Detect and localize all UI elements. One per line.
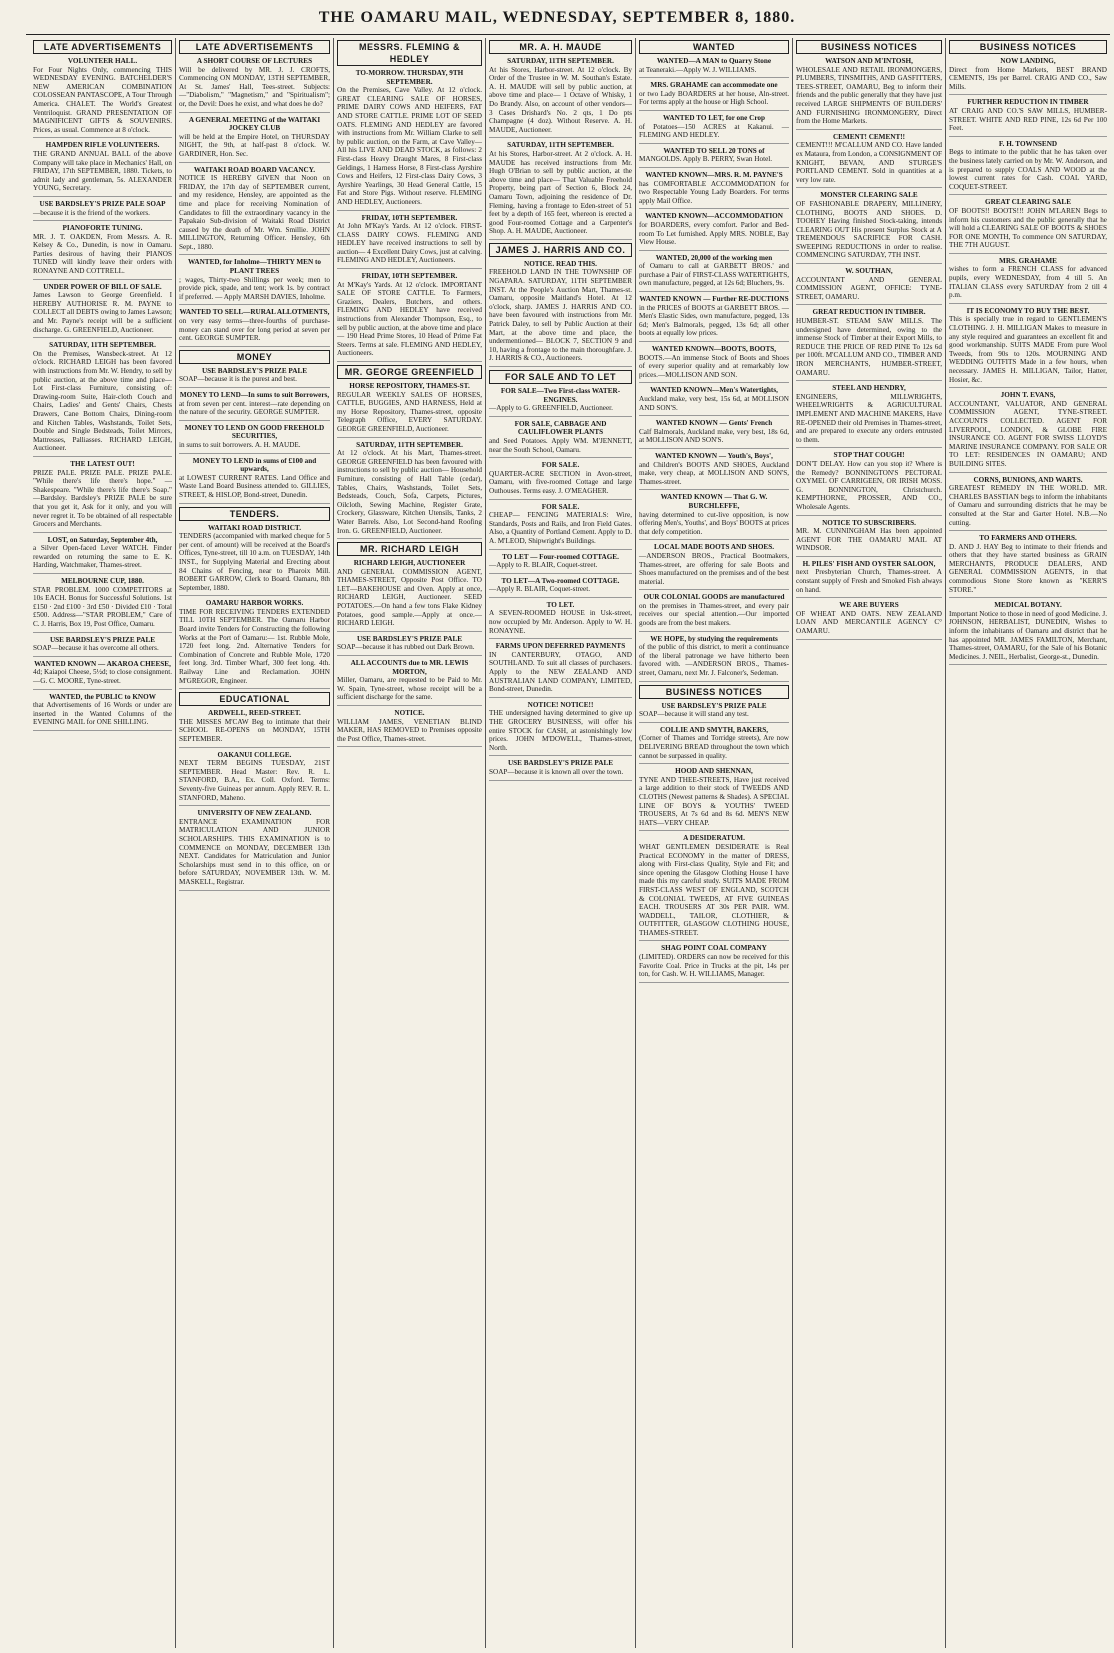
ad-title: FOR SALE. bbox=[541, 502, 580, 511]
ad-body: SOAP—because it has overcome all others. bbox=[33, 644, 159, 653]
ad-title: RICHARD LEIGH, AUCTIONEER bbox=[353, 559, 466, 568]
advertisement bbox=[489, 461, 632, 499]
advertisement bbox=[796, 519, 942, 557]
advertisement bbox=[337, 69, 482, 211]
advertisement bbox=[337, 214, 482, 270]
ad-body: For Four Nights Only, commencing THIS WEDNESDAY EVENING. BATCHELDER'S NEW AMERICAN COMBINATION COLOSSEAN PANTASCOPE, A Tour Through America. CHALET. The World's Greatest Ventriloquist. GRAND PRESENTATION OF MAGNIFICENT GIFTS & SOUVENIRS. Prices, as usual. Commence at 8 o'clock. bbox=[33, 65, 172, 134]
ad-title: VOLUNTEER HALL. bbox=[67, 57, 138, 65]
advertisement bbox=[949, 391, 1107, 472]
ad-title: WANTED KNOWN — That G. W. BURCHLEFFE, bbox=[660, 493, 768, 510]
column-7 bbox=[945, 38, 1110, 1648]
advertisement bbox=[796, 560, 942, 598]
ad-body: QUARTER-ACRE SECTION in Avon-street, Oamaru, with five-roomed Cottage and large Outhouses. Terms easy. J. O'MEAGHER. bbox=[489, 469, 632, 495]
ad-body: On the Premises, Wansbeck-street. At 12 o'clock. RICHARD LEIGH has been favored with instructions from Mr. W. Hendry, to sell by public auction, at the above time and place— Lot First-class Furniture, consisting of: Drawing-room Suite, Hair-cloth Couch and Chairs, Ladies' and Gents' Chairs, Chests Drawers, Cane Bottom Chairs, Dining-room and Kitchen Tables, Washstands, Toilet Sets, Double and Single Bedsteads, Toilet Mirrors, Mattresses, Palliasses. RICHARD LEIGH, Auctioneer. bbox=[33, 349, 172, 453]
ad-title: WANTED KNOWN—Men's Watertights, bbox=[650, 386, 778, 395]
ad-title: WANTED TO SELL—RURAL ALLOTMENTS, bbox=[179, 308, 330, 317]
ad-body: in sums to suit borrowers. A. H. MAUDE. bbox=[179, 440, 301, 449]
ad-title: OUR COLONIAL GOODS are manufactured bbox=[643, 593, 785, 602]
advertisement bbox=[489, 141, 632, 240]
ad-body: THE undersigned having determined to give up THE GROCERY BUSINESS, will offer his entire STOCK for CASH, at astonishingly low prices. JOHN M'DOWELL, Thames-street, North. bbox=[489, 709, 632, 752]
advertisement bbox=[639, 493, 789, 540]
advertisement bbox=[796, 308, 942, 381]
ad-body: HUMBER-ST. STEAM SAW MILLS. The undersigned have determined, owing to the immense Stock of Timber at their Export Mills, to REDUCE THE PRICE OF RED PINE To 12s 6d per 100ft. M'CALLUM AND CO., TIMBER AND IRON MERCHANTS, HUMBER-STREET, OAMARU. bbox=[796, 317, 942, 377]
ad-body: At M'Kay's Yards. At 12 o'clock. IMPORTANT SALE OF STORE CATTLE. To Farmers, Graziers, Dealers, Butchers, and others. FLEMING AND HEDLEY have received instructions from Alexander Thompson, Esq., to sell by public auction, at the above time and place— 190 Head Prime Stores, 10 Head of Prime Fat Steers. Terms at sale. FLEMING AND HEDLEY, Auctioneers. bbox=[337, 280, 482, 358]
ad-title: ALL ACCOUNTS due to MR. LEWIS MORTON, bbox=[350, 659, 469, 676]
ad-title: WE HOPE, by studying the requirements bbox=[650, 634, 778, 643]
ad-body: —Apply R. BLAIR, Coquet-street. bbox=[489, 585, 591, 594]
column-2 bbox=[175, 38, 333, 1648]
advertisement bbox=[639, 726, 789, 764]
ad-title: ARDWELL, REED-STREET. bbox=[208, 709, 301, 718]
column-header: MESSRS. FLEMING & HEDLEY bbox=[337, 40, 482, 66]
ad-body: TENDERS (accompanied with marked cheque for 5 per cent. of amount) will be received at the Board's Offices, Tyne-street, till 10 a.m. on TUESDAY, 14th INST., for Supplying Material and Erecting about 84 Chains of Fencing, near to Pharoix Mill. ROBERT GARROW, Clerk to Board. Oamaru, 8th September, 1880. bbox=[179, 532, 330, 592]
ad-title: HOOD AND SHENNAN, bbox=[675, 767, 753, 776]
advertisement bbox=[639, 767, 789, 831]
advertisement bbox=[639, 419, 789, 449]
newspaper-page bbox=[30, 38, 1110, 1648]
ad-title: PIANOFORTE TUNING. bbox=[62, 224, 143, 233]
advertisement bbox=[949, 534, 1107, 598]
advertisement bbox=[796, 267, 942, 305]
ad-body: at LOWEST CURRENT RATES. Land Office and Waste Land Board Business attended to. GILLIES, STREET, & HISLOP, Bond-street, Dunedin. bbox=[179, 473, 330, 499]
advertisement bbox=[179, 367, 330, 388]
ad-title: LOST, on Saturday, September 4th, bbox=[47, 535, 158, 544]
ad-title: WANTED, the PUBLIC to KNOW bbox=[49, 692, 156, 701]
ad-title: COLLIE AND SMYTH, BAKERS, bbox=[659, 725, 769, 734]
ad-body: —Apply to G. GREENFIELD, Auctioneer. bbox=[489, 404, 613, 413]
ad-title: GREAT REDUCTION IN TIMBER. bbox=[812, 308, 926, 317]
ad-title: USE BARDSLEY'S PRIZE PALE SOAP bbox=[39, 199, 166, 208]
ad-body: or two Lady BOARDERS at her house, Aln-street. For terms apply at the house or High School. bbox=[639, 89, 789, 107]
advertisement bbox=[796, 601, 942, 639]
advertisement bbox=[33, 141, 172, 197]
advertisement bbox=[639, 81, 789, 111]
section-header: EDUCATIONAL bbox=[179, 692, 330, 706]
advertisement bbox=[179, 57, 330, 113]
ad-title: NOTICE! NOTICE!! bbox=[527, 700, 594, 709]
advertisement bbox=[33, 693, 172, 731]
advertisement bbox=[949, 476, 1107, 532]
section-header: MONEY bbox=[179, 350, 330, 364]
ad-title: WE ARE BUYERS bbox=[839, 601, 899, 610]
ad-body: Important Notice to those in need of good Medicine. J. JOHNSON, HERBALIST, DUNEDIN, Wishes to inform the inhabitants of Oamaru and district that he has appointed MR. JAMES FAMILTON, Merchant, Thames-street, OAMARU, for the Sale of his Botanic Medicines. J. NEIL, Herbalist, George-st., Dunedin. bbox=[949, 609, 1107, 661]
ad-body: At 12 o'clock. At his Mart, Thames-street. GEORGE GREENFIELD has been favoured with instructions to sell by public auction— Household Furniture, consisting of Hall Table (cedar), Tables, Chairs, Washstands, Toilet Sets, Bedsteads, Couch, Sofa, Carpets, Pictures, Oilcloth, Sewing Machine, Register Grate, Crockery, Glassware, Kitchen Utensils, Tanks, 2 Water Barrels. Also, Lot Second-hand Roofing Iron. G. GREENFIELD, Auctioneer. bbox=[337, 449, 482, 535]
column-header: WANTED bbox=[639, 40, 789, 54]
ad-title: STEEL AND HENDRY, bbox=[832, 384, 906, 393]
advertisement bbox=[639, 702, 789, 723]
masthead: THE OAMARU MAIL, WEDNESDAY, SEPTEMBER 8, 1880. bbox=[318, 9, 796, 26]
ad-title: WANTED KNOWN—BOOTS, BOOTS, bbox=[651, 345, 777, 354]
advertisement bbox=[33, 460, 172, 533]
ad-title: FOR SALE—Two First-class WATER-ENGINES. bbox=[500, 387, 621, 404]
ad-title: USE BARDSLEY'S PRIZE PALE bbox=[356, 634, 463, 643]
ad-body: SOAP—because it will stand any test. bbox=[639, 710, 749, 719]
advertisement bbox=[796, 191, 942, 264]
ad-body: OF FASHIONABLE DRAPERY, MILLINERY, CLOTHING, BOOTS AND SHOES. D. TOOHEY Having finished Stock-taking, intends CLEARING OUT His present Surplus Stock at A TREMENDOUS SACRIFICE FOR CASH. SWEEPING REDUCTIONS in order to realise. COMMENCING SATURDAY, 7TH INST. bbox=[796, 199, 942, 260]
advertisement bbox=[949, 307, 1107, 388]
advertisement bbox=[33, 636, 172, 657]
ad-body: and Children's BOOTS AND SHOES, Auckland make, very cheap, at MOLLISON AND SON'S, Thames-street. bbox=[639, 460, 789, 486]
ad-body: This is specially true in regard to GENTLEMEN'S CLOTHING. J. H. MILLIGAN Makes to measure in any style required and guarantees an excellent fit and good workmanship. SUITS MADE From pure Wool Tweeds, from 90s to 120s. MOURNING AND WEDDING OUTFITS Made in a few hours, when necessary. JAMES H. MILLIGAN, Tailor, Hatter, Hosier, &c. bbox=[949, 315, 1107, 384]
ad-title: CEMENT! CEMENT!! bbox=[832, 132, 906, 141]
advertisement bbox=[949, 98, 1107, 136]
ad-title: FARMS UPON DEFERRED PAYMENTS bbox=[495, 642, 626, 651]
ad-body: CEMENT!!! M'CALLUM AND CO. Have landed ex Mataura, from London, a CONSIGNMENT OF KNIGHT, BEVAN, AND STURGE'S PORTLAND CEMENT. Sold in quantities at a very low rate. bbox=[796, 141, 942, 184]
ad-title: UNDER POWER OF BILL OF SALE. bbox=[43, 282, 162, 291]
advertisement bbox=[639, 944, 789, 982]
ad-body: ACCOUNTANT, VALUATOR, AND GENERAL COMMISSION AGENT, TYNE-STREET. ACCOUNTS COLLECTED. AGENT FOR LIVERPOOL, LONDON, & GLOBE FIRE INSURANCE CO. AGENT FOR SWISS LLOYD'S MARINE INSURANCE COMPANY. FOR SALE OR TO LET: RESIDENCES IN OAMARU; AND BUILDING SITES. bbox=[949, 399, 1107, 468]
ad-body: WILLIAM JAMES, VENETIAN BLIND MAKER, HAS REMOVED to Premises opposite the Post Office, Thames-street. bbox=[337, 717, 482, 743]
ad-body: AND GENERAL COMMISSION AGENT, THAMES-STREET, Opposite Post Office. TO LET—BAKEHOUSE and Oven. Apply at once, RICHARD LEIGH, Auctioneer. SEED POTATOES.—On hand a few tons Flake Kidney Potatoes, good sample.—Apply at once.—RICHARD LEIGH. bbox=[337, 567, 482, 628]
ad-title: IT IS ECONOMY TO BUY THE BEST. bbox=[966, 306, 1090, 315]
ad-body: for BOARDERS, every comfort. Parlor and Bed-room To Let furnished. Apply MRS. NOBLE, Bay View House. bbox=[639, 220, 789, 247]
advertisement bbox=[33, 200, 172, 221]
advertisement bbox=[337, 635, 482, 656]
advertisement bbox=[949, 601, 1107, 665]
advertisement bbox=[489, 503, 632, 550]
ad-title: OAKANUI COLLEGE. bbox=[217, 750, 292, 759]
ad-body: Auckland make, very best, 15s 6d, at MOLLISON AND SON'S. bbox=[639, 395, 789, 412]
advertisement bbox=[639, 386, 789, 416]
advertisement bbox=[33, 536, 172, 574]
ad-title: WAITAKI ROAD DISTRICT. bbox=[208, 523, 301, 532]
ad-body: MR. M. CUNNINGHAM Has been appointed AGENT FOR THE OAMARU MAIL AT WINDSOR. bbox=[796, 527, 942, 553]
ad-title: WANTED KNOWN — Gents' French bbox=[655, 419, 773, 428]
ad-title: USE BARDSLEY'S PRIZE PALE bbox=[507, 759, 614, 768]
ad-body: Begs to intimate to the public that he has taken over the business lately carried on by Mr. W. Anderson, and is prepared to supply COALS AND WOOD at the lowest current rates for Cash. COAL YARD, COQUET-STREET. bbox=[949, 148, 1107, 191]
ad-body: James Lawson to George Greenfield. I HEREBY AUTHORISE R. M. PAYNE to COLLECT all DEBTS owing to James Lawson; and Mr. Payne's receipt will be a sufficient discharge. G. GREENFIELD, Auctioneer. bbox=[33, 291, 172, 334]
ad-body: next Presbyterian Church, Thames-street. A constant supply of Fresh and Smoked Fish always on hand. bbox=[796, 568, 942, 594]
section-header: MR. RICHARD LEIGH bbox=[337, 542, 482, 556]
ad-title: WANTED KNOWN — Further RE-DUCTIONS bbox=[639, 295, 789, 304]
ad-title: WANTED TO LET, for one Crop bbox=[663, 113, 765, 122]
ad-body: A SEVEN-ROOMED HOUSE in Usk-street, now occupied by Mr. Anderson. Apply to W. H. RONAYNE. bbox=[489, 609, 632, 635]
advertisement bbox=[639, 834, 789, 941]
ad-title: TO-MORROW. THURSDAY, 9TH SEPTEMBER. bbox=[355, 69, 464, 86]
advertisement bbox=[489, 420, 632, 458]
ad-title: NOTICE. READ THIS. bbox=[524, 259, 597, 268]
ad-body: MANGOLDS. Apply B. PERRY, Swan Hotel. bbox=[639, 155, 773, 164]
ad-title: UNIVERSITY OF NEW ZEALAND. bbox=[197, 809, 312, 818]
ad-body: DON'T DELAY. How can you stop it? Where is the Remedy? BONNINGTON'S PECTORAL OXYMEL OF CARRIGEEN, OR IRISH MOSS. G. BONNINGTON, Christchurch. KEMPTHORNE, PROSSER, AND CO., Wholesale Agents. bbox=[796, 459, 942, 511]
section-header: BUSINESS NOTICES bbox=[639, 685, 789, 699]
advertisement bbox=[179, 391, 330, 421]
ad-body: has COMFORTABLE ACCOMMODATION for two Respectable Young Lady Boarders. For terms apply Mail Office. bbox=[639, 179, 789, 205]
ad-body: TIME FOR RECEIVING TENDERS EXTENDED TILL 10TH SEPTEMBER. The Oamaru Harbor Board invite Tenders for Constructing the following Works at the Port of Oamaru:— 1st. Rubble Mole, 1720 feet long. 2nd. Alternative Tenders for Combination of Concrete and Rubble Mole, 1720 feet long. 3rd. Timber Wharf, 300 feet long. 4th. Railway Line and Reclamation. JOHN M'GREGOR, Engineer. bbox=[179, 607, 330, 685]
advertisement bbox=[179, 258, 330, 305]
advertisement bbox=[179, 166, 330, 256]
advertisement bbox=[179, 308, 330, 346]
advertisement bbox=[179, 751, 330, 807]
ad-body: At John M'Kay's Yards. At 12 o'clock. FIRST-CLASS DAIRY COWS. FLEMING AND HEDLEY have received instructions to sell by auction— 4 Excellent Dairy Cows, just at calving. FLEMING AND HEDLEY, Auctioneers. bbox=[337, 222, 482, 265]
ad-body: MR. J. T. OAKDEN, From Messrs. A. R. Kelsey & Co., Dunedin, is now in Oamaru. Parties desirous of having their PIANOS TUNED will kindly leave their orders with RONAYNE AND COTTRELL. bbox=[33, 232, 172, 276]
advertisement bbox=[33, 224, 172, 280]
ad-body: AT CRAIG AND CO.'S SAW MILLS, HUMBER-STREET. WHITE AND RED PINE, 12s 6d Per 100 Feet. bbox=[949, 106, 1107, 133]
ad-title: SATURDAY, 11TH SEPTEMBER. bbox=[356, 440, 463, 449]
ad-body: of Oamaru to call at GARBETT BROS.' and purchase a Pair of FIRST-CLASS WATERTIGHTS, own manufacture, pegged, at 12s 6d; Bluchers, 9s. bbox=[639, 262, 789, 288]
ad-title: MEDICAL BOTANY. bbox=[994, 601, 1062, 610]
ad-body: having determined to cut-live opposition, is now offering Men's, Youths', and Boys' BOOTS at prices that defy competition. bbox=[639, 510, 789, 536]
advertisement bbox=[33, 283, 172, 339]
section-header: FOR SALE AND TO LET bbox=[489, 370, 632, 384]
ad-title: MRS. GRAHAME can accommodate one bbox=[650, 81, 778, 90]
ad-title: FURTHER REDUCTION IN TIMBER bbox=[967, 98, 1089, 107]
ad-body: STAR PROBLEM. 1000 COMPETITORS at 10s EACH. Bonus for Successful Solutions. 1st £150 · 2nd £100 · 3rd £50 · Divided £10 · Total £500. Address—"STAR PROBLEM," Care of C. J. Harris, Box 19, Post Office, Oamaru. bbox=[33, 585, 172, 629]
ad-body: IN CANTERBURY, OTAGO, AND SOUTHLAND. To suit all classes of purchasers. Apply to the NEW ZEALAND AND AUSTRALIAN LAND COMPANY, LIMITED, Bond-street, Dunedin. bbox=[489, 650, 632, 694]
ad-title: TO LET — Four-roomed COTTAGE. bbox=[502, 552, 619, 561]
advertisement bbox=[639, 635, 789, 682]
ad-title: MONEY TO LEND in sums of £100 and upwards, bbox=[192, 456, 317, 474]
advertisement bbox=[179, 599, 330, 689]
advertisement bbox=[337, 709, 482, 747]
advertisement bbox=[639, 171, 789, 209]
ad-body: (Corner of Thames and Torridge streets), Are now DELIVERING BREAD throughout the town which cannot be surpassed in quality. bbox=[639, 734, 789, 760]
advertisement bbox=[33, 577, 172, 633]
advertisement bbox=[796, 57, 942, 130]
ad-title: SATURDAY, 11TH SEPTEMBER. bbox=[49, 341, 156, 350]
ad-body: OF BOOTS!! BOOTS!!! JOHN M'LAREN Begs to inform his customers and the public generally that he will hold a CLEARING SALE OF BOOTS & SHOES FOR ONE MONTH, To commence ON SATURDAY, THE 7TH AUGUST. bbox=[949, 206, 1107, 250]
advertisement bbox=[489, 701, 632, 757]
advertisement bbox=[489, 57, 632, 138]
ad-title: SATURDAY, 11TH SEPTEMBER. bbox=[507, 57, 614, 65]
ad-title: W. SOUTHAN, bbox=[845, 267, 893, 276]
ad-body: TYNE AND THEE-STREETS, Have just received a large addition to their stock of TWEEDS AND CLOTHS (Newest patterns & Shades). A SPECIAL LINE OF BOYS & YOUTHS' TWEED TROUSERS, At 7s 6d and 8s 6d. MEN'S NEW HATS—VERY CHEAP. bbox=[639, 775, 789, 827]
column-1 bbox=[30, 38, 175, 1648]
ad-body: of the public of this district, to merit a continuance of the liberal patronage we have hitherto been favored with. —ANDERSON BROS., Thames-street, Oamaru, next Mr. J. Falconer's, Sedeman. bbox=[639, 643, 789, 678]
column-6 bbox=[792, 38, 945, 1648]
advertisement bbox=[639, 147, 789, 168]
column-header: BUSINESS NOTICES bbox=[949, 40, 1107, 54]
ad-body: Calf Balmorals, Auckland make, very best, 18s 6d, at MOLLISON AND SON'S. bbox=[639, 427, 789, 445]
ad-title: TO LET. bbox=[546, 600, 575, 609]
advertisement bbox=[337, 441, 482, 540]
advertisement bbox=[639, 57, 789, 78]
advertisement bbox=[337, 382, 482, 438]
ad-body: THE GRAND ANNUAL BALL of the above Company will take place in Mechanics' Hall, on FRIDAY, 17th SEPTEMBER, 1880. Tickets, to admit lady and gentleman, 5s. ALEXANDER YOUNG, Secretary. bbox=[33, 149, 172, 193]
ad-body: wishes to form a FRENCH CLASS for advanced pupils, every WEDNESDAY, from 4 till 5. An ITALIAN CLASS every SATURDAY from 2 till 4 p.m. bbox=[949, 265, 1107, 300]
ad-title: SHAG POINT COAL COMPANY bbox=[661, 944, 767, 953]
ad-body: 4d; Kaiapoi Cheese, 5½d; to close consignment.—G. C. MOORE, Tyne-street. bbox=[33, 668, 172, 685]
ad-title: USE BARDSLEY'S PRIZE PALE bbox=[661, 701, 767, 710]
ad-body: GREATEST REMEDY IN THE WORLD. MR. CHARLES BASSTIAN begs to inform the inhabitants of Oamaru and surrounding districts that he may be consulted at the Star and Garter Hotel. N.B.—No cutting. bbox=[949, 484, 1107, 527]
ad-title: WANTED KNOWN — Youth's, Boys', bbox=[655, 451, 773, 460]
ad-body: of Potatoes—150 ACRES at Kakanui. —FLEMING AND HEDLEY. bbox=[639, 122, 789, 140]
ad-title: THE LATEST OUT! bbox=[70, 459, 135, 468]
ad-body: WHOLESALE AND RETAIL IRONMONGERS, PLUMBERS, TINSMITHS, AND GASFITTERS, TEES-STREET, OAMARU, Beg to inform their friends and the public generally that they have just received LARGE SHIPMENTS OF BUILDERS' AND FURNISHING IRONMONGERY, Direct from the Home Markets. bbox=[796, 65, 942, 126]
ad-body: SOAP—because it is the purest and best. bbox=[179, 375, 297, 384]
advertisement bbox=[337, 659, 482, 706]
ad-title: WANTED, for Inholme—THIRTY MEN to PLANT TREES bbox=[188, 258, 321, 276]
column-5 bbox=[635, 38, 792, 1648]
ad-body: (LIMITED). ORDERS can now be received for this Favorite Coal. Price in Trucks at the pit, 14s per ton, for Cash. W. H. WILLIAMS, Manager. bbox=[639, 953, 789, 979]
column-header: LATE ADVERTISEMENTS bbox=[179, 40, 330, 54]
ad-body: at from seven per cent. interest—rate depending on the nature of the security. GEORGE SUMPTER. bbox=[179, 399, 330, 417]
advertisement bbox=[796, 451, 942, 515]
ad-title: A DESIDERATUM. bbox=[683, 834, 745, 843]
ad-body: —Apply to R. BLAIR, Coquet-street. bbox=[489, 561, 598, 570]
advertisement bbox=[179, 457, 330, 504]
ad-title: WATSON AND M'INTOSH, bbox=[825, 57, 913, 65]
advertisement bbox=[639, 254, 789, 292]
ad-title: A SHORT COURSE OF LECTURES bbox=[196, 57, 313, 65]
ad-body: SOAP—because it has rubbed out Dark Brown. bbox=[337, 643, 475, 652]
ad-title: WANTED KNOWN—ACCOMMODATION bbox=[645, 212, 783, 221]
advertisement bbox=[33, 57, 172, 138]
ad-body: WHAT GENTLEMEN DESIDERATE is Real Practical ECONOMY in the matter of DRESS, along with First-class Quality, Style and Fit; and since opening the Glasgow Clothing House I have made this my careful study. SUITS MADE FROM FIRST-CLASS WEST OF ENGLAND, SCOTCH & COLONIAL TWEEDS, AT FIVE GUINEAS EACH. TROUSERS AT 30s PER PAIR. WM. WADDELL, TAILOR, CLOTHIER, & OUTFITTER, GLASGOW CLOTHING HOUSE, THAMES-STREET. bbox=[639, 842, 789, 937]
advertisement bbox=[949, 140, 1107, 196]
ad-body: will be held at the Empire Hotel, on THURSDAY NIGHT, the 9th, at half-past 8 o'clock. W. GARDINER, Hon. Sec. bbox=[179, 132, 330, 158]
advertisement bbox=[489, 577, 632, 598]
ad-body: ENTRANCE EXAMINATION FOR MATRICULATION AND JUNIOR SCHOLARSHIPS. THIS EXAMINATION is to COMMENCE on MONDAY, DECEMBER 13th NEXT. Candidates for Matriculation and Junior Scholarships must send in to this office, on or before SATURDAY, NOVEMBER 13th. W. M. MASKELL, Registrar. bbox=[179, 817, 330, 886]
ad-title: FOR SALE, CABBAGE AND CAULIFLOWER PLANTS bbox=[514, 419, 607, 437]
advertisement bbox=[33, 341, 172, 457]
advertisement bbox=[179, 524, 330, 597]
advertisement bbox=[179, 116, 330, 163]
ad-body: NEXT TERM BEGINS TUESDAY, 21ST SEPTEMBER. Head Master: Rev. R. L. STANFORD, B.A., Ex. Coll. Oxford. Terms: Seventy-five Guineas per annum. Apply REV. R. L. STANFORD, Maheno. bbox=[179, 759, 330, 802]
advertisement bbox=[179, 809, 330, 890]
ad-title: HAMPDEN RIFLE VOLUNTEERS. bbox=[45, 141, 160, 150]
ad-title: WANTED KNOWN—MRS. R. M. PAYNE'S bbox=[645, 170, 783, 179]
ad-body: that Advertisements of 16 Words or under are inserted in the Wanted Columns of the EVENING MAIL for ONE SHILLING. bbox=[33, 701, 172, 727]
ad-title: MELBOURNE CUP, 1880. bbox=[61, 577, 144, 586]
advertisement bbox=[489, 387, 632, 417]
column-header: BUSINESS NOTICES bbox=[796, 40, 942, 54]
ad-title: GREAT CLEARING SALE bbox=[984, 198, 1071, 207]
ad-title: WANTED—A MAN to Quarry Stone bbox=[656, 57, 772, 65]
ad-title: WANTED KNOWN — AKAROA CHEESE, bbox=[34, 659, 171, 668]
ad-body: ACCOUNTANT AND GENERAL COMMISSION AGENT, OFFICE: TYNE-STREET, OAMARU. bbox=[796, 275, 942, 301]
masthead-rule bbox=[26, 34, 1110, 35]
column-header: MR. A. H. MAUDE bbox=[489, 40, 632, 54]
ad-body: on the premises in Thames-street, and every pair receives our special attention.—Our imported goods are from the best makers. bbox=[639, 601, 789, 628]
column-3 bbox=[333, 38, 485, 1648]
advertisement bbox=[796, 133, 942, 189]
ad-title: HORSE REPOSITORY, THAMES-ST. bbox=[349, 382, 470, 390]
advertisement bbox=[796, 384, 942, 448]
ad-body: SOAP—because it is known all over the town. bbox=[489, 767, 624, 776]
advertisement bbox=[489, 601, 632, 639]
advertisement bbox=[949, 198, 1107, 254]
ad-body: ; wages, Thirty-two Shillings per week; men to provide pick, spade, and tent; work 1s. by contract if preferred. — Apply MARSH DAVIES, Inholme. bbox=[179, 275, 330, 301]
ad-title: USE BARDSLEY'S PRIZE PALE bbox=[201, 366, 308, 375]
ad-title: LOCAL MADE BOOTS AND SHOES. bbox=[653, 543, 775, 552]
advertisement bbox=[489, 642, 632, 698]
advertisement bbox=[337, 272, 482, 362]
ad-title: NOTICE. bbox=[394, 709, 425, 717]
ad-title: JOHN T. EVANS, bbox=[1000, 391, 1056, 400]
ad-title: A GENERAL MEETING of the WAITAKI JOCKEY CLUB bbox=[188, 115, 321, 133]
advertisement bbox=[489, 260, 632, 367]
advertisement bbox=[179, 424, 330, 454]
section-header: MR. GEORGE GREENFIELD bbox=[337, 365, 482, 379]
advertisement bbox=[489, 759, 632, 780]
ad-body: NOTICE IS HEREBY GIVEN that Noon on FRIDAY, the 17th day of SEPTEMBER current, and my residence, Hensley, are appointed as the time and place for receiving Nomination of Candidates to fill the extraordinary vacancy in the Papakaio Sub-division of Waitaki Road District caused by the death of Mr. Wm. Smillie. JOHN MILLINGTON, Returning Officer. Hensley, 6th Sept., 1880. bbox=[179, 174, 330, 251]
ad-body: BOOTS.—An immense Stock of Boots and Shoes of every superior quality and at remarkably low prices.—MOLLISON AND SON. bbox=[639, 353, 789, 379]
ad-body: at Teaneraki.—Apply W. J. WILLIAMS. bbox=[639, 65, 757, 74]
ad-title: FRIDAY, 10TH SEPTEMBER. bbox=[361, 213, 458, 222]
ad-body: a Silver Open-faced Lever WATCH. Finder rewarded on returning the same to E. K. Harding, Watchmaker, Thames-street. bbox=[33, 544, 172, 570]
ad-title: SATURDAY, 11TH SEPTEMBER. bbox=[507, 141, 614, 150]
ad-body: Direct from Home Markets, BEST BRAND CEMENTS, 19s per Barrel. CRAIG AND CO., Saw Mills. bbox=[949, 65, 1107, 91]
ad-title: WANTED, 20,000 of the working men bbox=[655, 253, 773, 262]
advertisement bbox=[489, 553, 632, 574]
advertisement bbox=[949, 57, 1107, 95]
ad-title: NOW LANDING, bbox=[1000, 57, 1056, 65]
advertisement bbox=[639, 345, 789, 383]
ad-body: REGULAR WEEKLY SALES OF HORSES, CATTLE, BUGGIES, AND HARNESS, Held at my Horse Repository, Thames-street, opposite Telegraph Office, EVERY SATURDAY. GEORGE GREENFIELD, Auctioneer. bbox=[337, 390, 482, 433]
column-header: LATE ADVERTISEMENTS bbox=[33, 40, 172, 54]
ad-body: ENGINEERS, MILLWRIGHTS, WHEELWRIGHTS & AGRICULTURAL IMPLEMENT AND MACHINE MAKERS, Have RE-OPENED their old Premises in Thames-street, and are prepared to execute any orders entrusted to them. bbox=[796, 392, 942, 444]
ad-body: and Seed Potatoes. Apply WM. M'JENNETT, near the South School, Oamaru. bbox=[489, 436, 632, 454]
ad-title: WAITAKI ROAD BOARD VACANCY. bbox=[193, 165, 316, 174]
ad-title: WANTED TO SELL 20 TONS of bbox=[663, 146, 765, 155]
ad-body: on very easy terms—three-fourths of purchase-money can stand over for long period at seven per cent. GEORGE SUMPTER. bbox=[179, 317, 330, 343]
ad-title: FOR SALE. bbox=[541, 461, 580, 470]
ad-title: H. PILES' FISH AND OYSTER SALOON, bbox=[802, 559, 936, 568]
ad-title: STOP THAT COUGH! bbox=[833, 451, 905, 460]
ad-title: TO FARMERS AND OTHERS. bbox=[979, 534, 1077, 543]
ad-body: PRIZE PALE. PRIZE PALE. PRIZE PALE. "While there's life there's hope." —Shakespeare. "While there's life there's Soap." —Bardsley. Bardsley's PRIZE PALE be sure that you get it, Ask for it only, and you will never regret it. To be obtained of all respectable Grocers and Merchants. bbox=[33, 468, 172, 529]
ad-body: Miller, Oamaru, are requested to be Paid to Mr. W. Spain, Tyne-street, whose receipt will be a sufficient discharge for the same. bbox=[337, 676, 482, 702]
ad-body: in the PRICES of BOOTS at GARBETT BROS. — Men's Elastic Sides, own manufacture, pegged, 13s 6d; Men's Balmorals, pegged, 13s 6d; all other boots at equally low prices. bbox=[639, 303, 789, 338]
ad-body: CHEAP— FENCING MATERIALS: Wire, Standards, Posts and Rails, and Iron Field Gates. Also, a Quantity of Portland Cement. Apply to D. A. M'LEOD, Shipwright's Buildings. bbox=[489, 511, 632, 545]
advertisement bbox=[337, 559, 482, 632]
advertisement bbox=[949, 257, 1107, 304]
ad-title: CORNS, BUNIONS, AND WARTS. bbox=[973, 475, 1083, 484]
ad-title: OAMARU HARBOR WORKS. bbox=[205, 599, 304, 608]
ad-body: Will be delivered by MR. J. J. CROFTS, Commencing ON MONDAY, 13TH SEPTEMBER, At St. James' Hall, Tees-street. Subjects:—"Diabolism," "Magnetism," and "Spiritualism"; or, the Devil: Does he exist, and what does he do? bbox=[179, 65, 330, 108]
ad-body: —ANDERSON BROS., Practical Bootmakers, Thames-street, are offering for sale Boots and Shoes manufactured on the premises and of the best material. bbox=[639, 551, 789, 586]
ad-title: MRS. GRAHAME bbox=[999, 256, 1057, 265]
advertisement bbox=[179, 709, 330, 747]
ad-title: FRIDAY, 10TH SEPTEMBER. bbox=[361, 272, 458, 281]
section-header: JAMES J. HARRIS AND CO. bbox=[489, 243, 632, 257]
section-header: TENDERS. bbox=[179, 507, 330, 521]
advertisement bbox=[639, 593, 789, 631]
advertisement bbox=[639, 543, 789, 590]
ad-title: F. H. TOWNSEND bbox=[998, 139, 1058, 148]
ad-title: MONSTER CLEARING SALE bbox=[820, 191, 918, 200]
ad-body: At his Stores, Harbor-street. At 12 o'clock. By Order of the Trustee in W. M. Southan's Estate. A. H. MAUDE will sell by public auction, at above time and place— 1 Octave of Whisky, 1 Do Brandy. Also, on account of other vendors— 3 Cases Drishard's No. 2 qts, 1 Do pts Champagne (4 doz). Without Reserve. A. H. MAUDE, Auctioneer. bbox=[489, 65, 632, 134]
ad-title: NOTICE TO SUBSCRIBERS. bbox=[822, 518, 916, 527]
ad-title: MONEY TO LEND—In sums to suit Borrowers, bbox=[179, 391, 330, 399]
column-4 bbox=[485, 38, 635, 1648]
ad-body: —because it is the friend of the workers. bbox=[33, 208, 150, 217]
ad-body: At his Stores, Harbor-street. At 2 o'clock. A. H. MAUDE has received instructions from Mr. Hugh O'Brian to sell by public auction, at the above time and place— That Valuable Freehold Property, being part of Section 6, Block 24, Oamaru Town, adjoining the residence of Dr. Fleming, having a frontage to Eden-street of 51 feet by a depth of 165 feet, whereon is erected a good Four-roomed Cottage and a Carpenter's Shop. A. H. MAUDE, Auctioneer. bbox=[489, 149, 632, 236]
ad-body: On the Premises, Cave Valley. At 12 o'clock. GREAT CLEARING SALE OF HORSES, PRIME DAIRY COWS AND HEIFERS, FAT AND STORE CATTLE. PRIME LOT OF SEED OATS. FLEMING AND HEDLEY are favored with instructions from Mr. William Clarke to sell by public auction, on the Farm, at Cave Valley—All his LIVE AND DEAD STOCK, as follows: 2 First-class Heavy Draught Mares, 8 First-class Geldings, 1 Harness Horse, 8 First-class Ayrshire Cows and Heifers, 12 First-class Dairy Cows, 3 Ayrshire Yearlings, 30 Head General Cattle, 15 Fat and Store Pigs. Without reserve. FLEMING AND HEDLEY, Auctioneers. bbox=[337, 86, 482, 206]
advertisement bbox=[639, 212, 789, 250]
ad-body: THE MISSES M'CAW Beg to intimate that their SCHOOL RE-OPENS on MONDAY, 15TH SEPTEMBER. bbox=[179, 717, 330, 743]
advertisement bbox=[639, 114, 789, 144]
ad-body: D. AND J. HAY Beg to intimate to their friends and others that they have started business as GRAIN MERCHANTS, PRODUCE DEALERS, AND GENERAL COMMISSION AGENTS, in that commodious Stone Store known as "KERR'S STORE." bbox=[949, 542, 1107, 594]
ad-body: OF WHEAT AND OATS. NEW ZEALAND LOAN AND MERCANTILE AGENCY C° OAMARU. bbox=[796, 609, 942, 636]
ad-title: TO LET—A Two-roomed COTTAGE. bbox=[501, 576, 620, 585]
advertisement bbox=[639, 295, 789, 342]
advertisement bbox=[33, 660, 172, 690]
advertisement bbox=[639, 452, 789, 490]
ad-body: FREEHOLD LAND IN THE TOWNSHIP OF NGAPARA. SATURDAY, 11TH SEPTEMBER INST. At the People's Auction Mart, Thames-st. Oamaru, opposite Maitland's Hotel. At 12 o'clock, sharp. JAMES J. HARRIS AND CO. have been favoured with instructions from Mr. Patrick Daley, to sell by Public Auction at their Mart, at the above time and place, the undermentioned— BLOCK 7, SECTION 9 and 10, having a frontage to the main thoroughfare. J. J. HARRIS & CO., Auctioneers. bbox=[489, 268, 632, 363]
ad-title: MONEY TO LEND ON GOOD FREEHOLD SECURITIES, bbox=[184, 423, 325, 441]
ad-title: USE BARDSLEY'S PRIZE PALE bbox=[49, 635, 156, 644]
